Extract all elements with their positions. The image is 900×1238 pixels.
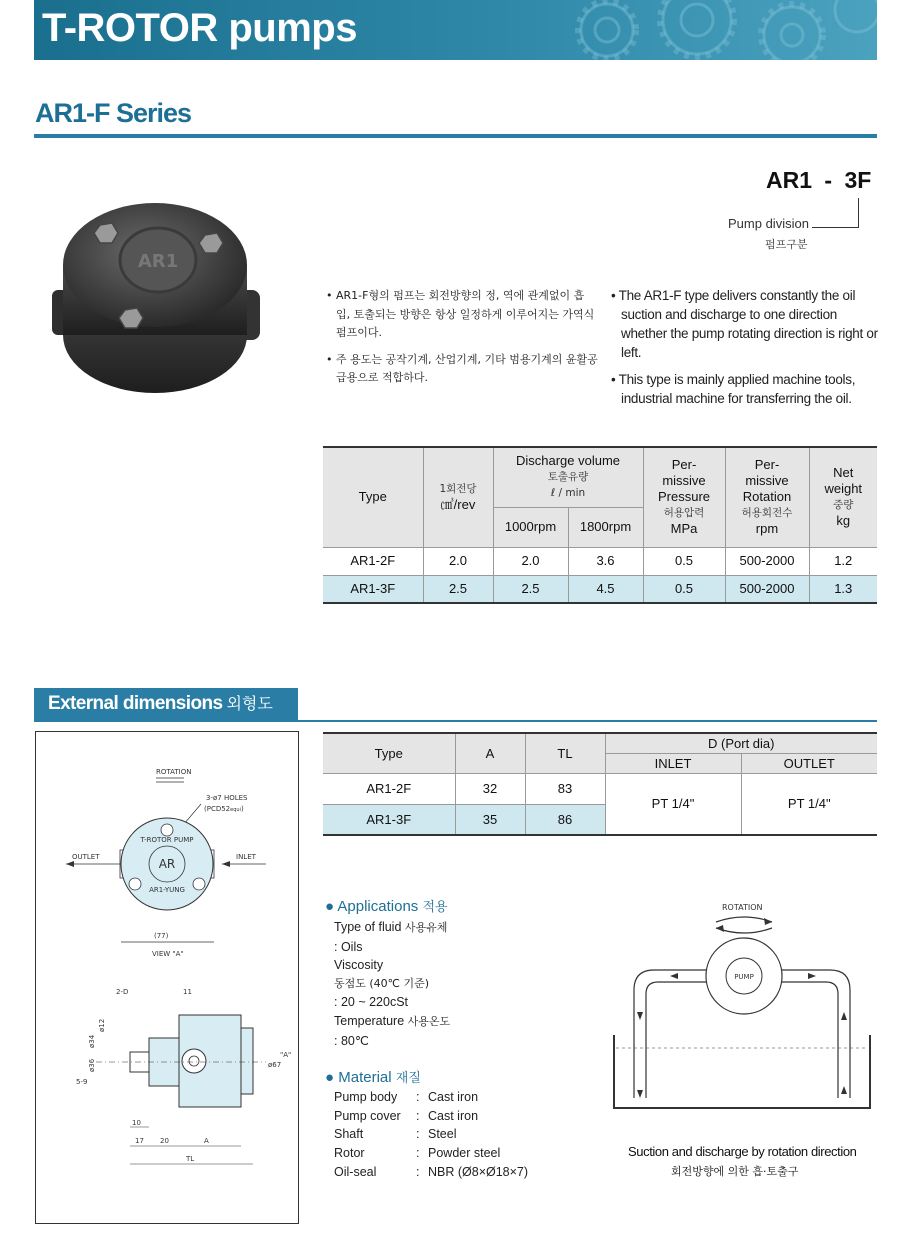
dimensions-table: [323, 732, 877, 836]
list-item: Pump cover : Cast iron: [334, 1108, 479, 1123]
col-rotation: Per- missive Rotation 허용회전수 rpm: [725, 447, 809, 547]
dim-dia: ø67: [268, 1061, 282, 1069]
spec-table: [323, 446, 877, 604]
cell-tl: 83: [525, 773, 605, 804]
list-item: Oil-seal : NBR (Ø8×Ø18×7): [334, 1164, 529, 1179]
cell-type: AR1-3F: [323, 575, 423, 603]
technical-drawing: [36, 732, 300, 1225]
list-item: Shaft : Steel: [334, 1127, 457, 1142]
pcd-label: (PCD52equi): [204, 805, 244, 813]
width-dim: (77): [154, 932, 169, 940]
col-1000rpm: 1000rpm: [493, 507, 568, 547]
material-list: [334, 1088, 528, 1181]
description-item: • AR1-F형의 펌프는 회전방향의 정, 역에 관계없이 흡입, 토출되는 방향은 항상 일정하게 이루어지는 가역식 펌프이다.: [326, 289, 595, 339]
cell-a: 32: [455, 773, 525, 804]
pump-division-label: Pump division: [728, 216, 809, 231]
dim-5: 5-9: [76, 1078, 88, 1086]
viscosity-value: : 20 ~ 220cSt: [334, 995, 409, 1010]
cell-displacement: 2.5: [423, 575, 493, 603]
rotation-arrow-icon: [156, 778, 184, 782]
cell-outlet: PT 1/4": [741, 773, 877, 835]
description-english: [611, 286, 879, 416]
view-arrow-label: "A": [280, 1051, 292, 1059]
col-pressure: Per- missive Pressure 허용압력 MPa: [643, 447, 725, 547]
list-item: Pump body : Cast iron: [334, 1090, 479, 1105]
external-dimensions-heading: External dimensions 외형도: [34, 688, 298, 720]
dim-10: 10: [132, 1119, 141, 1127]
col-1800rpm: 1800rpm: [568, 507, 643, 547]
col-discharge: Discharge volume 토출유량 ℓ / min: [493, 447, 643, 507]
pump-division-label-ko: 펌프구분: [765, 238, 808, 251]
cell-1800rpm: 3.6: [568, 547, 643, 575]
material-heading: ● Material 재질: [325, 1069, 421, 1086]
temperature-value: : 80℃: [334, 1033, 369, 1048]
section-divider: [34, 720, 877, 722]
cell-type: AR1-2F: [323, 773, 455, 804]
viscosity-label-ko: 동점도 (40℃ 기준): [334, 976, 430, 990]
fluid-label: Type of fluid 사용유체: [334, 920, 448, 934]
model-code: AR1 - 3F: [766, 167, 872, 193]
circuit-caption-ko: 회전방향에 의한 흡·토출구: [671, 1165, 799, 1178]
table-row: [323, 547, 877, 575]
port-label: 2-D: [116, 988, 129, 996]
col-a: A: [455, 733, 525, 773]
list-item: Rotor : Powder steel: [334, 1146, 501, 1161]
cell-type: AR1-2F: [323, 547, 423, 575]
applications-heading: ● Applications 적용: [325, 898, 448, 915]
cell-pressure: 0.5: [643, 575, 725, 603]
col-outlet: OUTLET: [741, 753, 877, 773]
description-item: • The AR1-F type delivers constantly the oil suction and discharge to one direction whether the pump rotating direction is right or left.: [611, 288, 878, 360]
col-weight: Net weight 중량 kg: [809, 447, 877, 547]
dim-left2: ø34: [88, 1034, 96, 1048]
circuit-caption: Suction and discharge by rotation direction: [628, 1144, 857, 1159]
cell-1000rpm: 2.0: [493, 547, 568, 575]
cell-weight: 1.2: [809, 547, 877, 575]
dim-20: 20: [160, 1137, 169, 1145]
header-banner: [34, 0, 877, 60]
fluid-value: : Oils: [334, 939, 363, 954]
col-port-dia: D (Port dia): [605, 733, 877, 753]
viscosity-label: Viscosity: [334, 958, 384, 973]
cell-pressure: 0.5: [643, 547, 725, 575]
face-text-top: T-ROTOR PUMP: [140, 836, 194, 844]
col-tl: TL: [525, 733, 605, 773]
series-divider: [34, 134, 877, 138]
rotation-arrow-icon: [716, 917, 772, 922]
cell-rotation: 500-2000: [725, 575, 809, 603]
dim-left1: ø12: [98, 1018, 106, 1032]
col-inlet: INLET: [605, 753, 741, 773]
table-row: [323, 575, 877, 603]
rotation-label: ROTATION: [156, 768, 192, 776]
cell-type: AR1-3F: [323, 804, 455, 835]
emboss-text: AR1: [137, 251, 179, 272]
cell-rotation: 500-2000: [725, 547, 809, 575]
pump-photo: [50, 195, 270, 400]
dim-11: 11: [183, 988, 192, 996]
holes-label: 3-ø7 HOLES: [206, 794, 248, 802]
col-type: Type: [323, 447, 423, 547]
pump-label: PUMP: [734, 973, 754, 981]
dim-17: 17: [135, 1137, 144, 1145]
face-text-mid: AR: [158, 857, 176, 871]
leader-line: [858, 198, 859, 228]
dim-tl: TL: [186, 1155, 195, 1163]
face-text-bottom: AR1-YUNG: [149, 886, 185, 894]
inlet-label: INLET: [236, 853, 256, 861]
dim-left3: ø36: [88, 1058, 96, 1072]
dimension-drawing: [35, 731, 299, 1224]
temperature-label: Temperature 사용온도: [334, 1013, 451, 1028]
cell-tl: 86: [525, 804, 605, 835]
description-item: • 주 용도는 공작기계, 산업기계, 기타 범용기계의 윤활공급용으로 적합하다.: [326, 352, 598, 384]
gear-pattern-icon: [547, 0, 877, 60]
cell-a: 35: [455, 804, 525, 835]
page-title: T-ROTOR pumps: [42, 6, 357, 50]
description-korean: [326, 287, 598, 396]
outlet-label: OUTLET: [72, 853, 100, 861]
applications-list: [334, 918, 450, 1050]
col-displacement: 1회전당 ㎤/rev: [423, 447, 493, 547]
col-type: Type: [323, 733, 455, 773]
cell-1800rpm: 4.5: [568, 575, 643, 603]
cell-1000rpm: 2.5: [493, 575, 568, 603]
description-item: • This type is mainly applied machine tools, industrial machine for transferring the oil.: [611, 372, 856, 406]
rotation-label: ROTATION: [722, 903, 763, 912]
leader-line: [812, 227, 859, 228]
cell-inlet: PT 1/4": [605, 773, 741, 835]
dim-a: A: [204, 1137, 209, 1145]
view-label: VIEW "A": [152, 950, 184, 958]
rotation-circuit-diagram: [604, 898, 880, 1120]
cell-displacement: 2.0: [423, 547, 493, 575]
series-title: AR1-F Series: [35, 98, 192, 128]
table-row: [323, 773, 877, 804]
cell-weight: 1.3: [809, 575, 877, 603]
